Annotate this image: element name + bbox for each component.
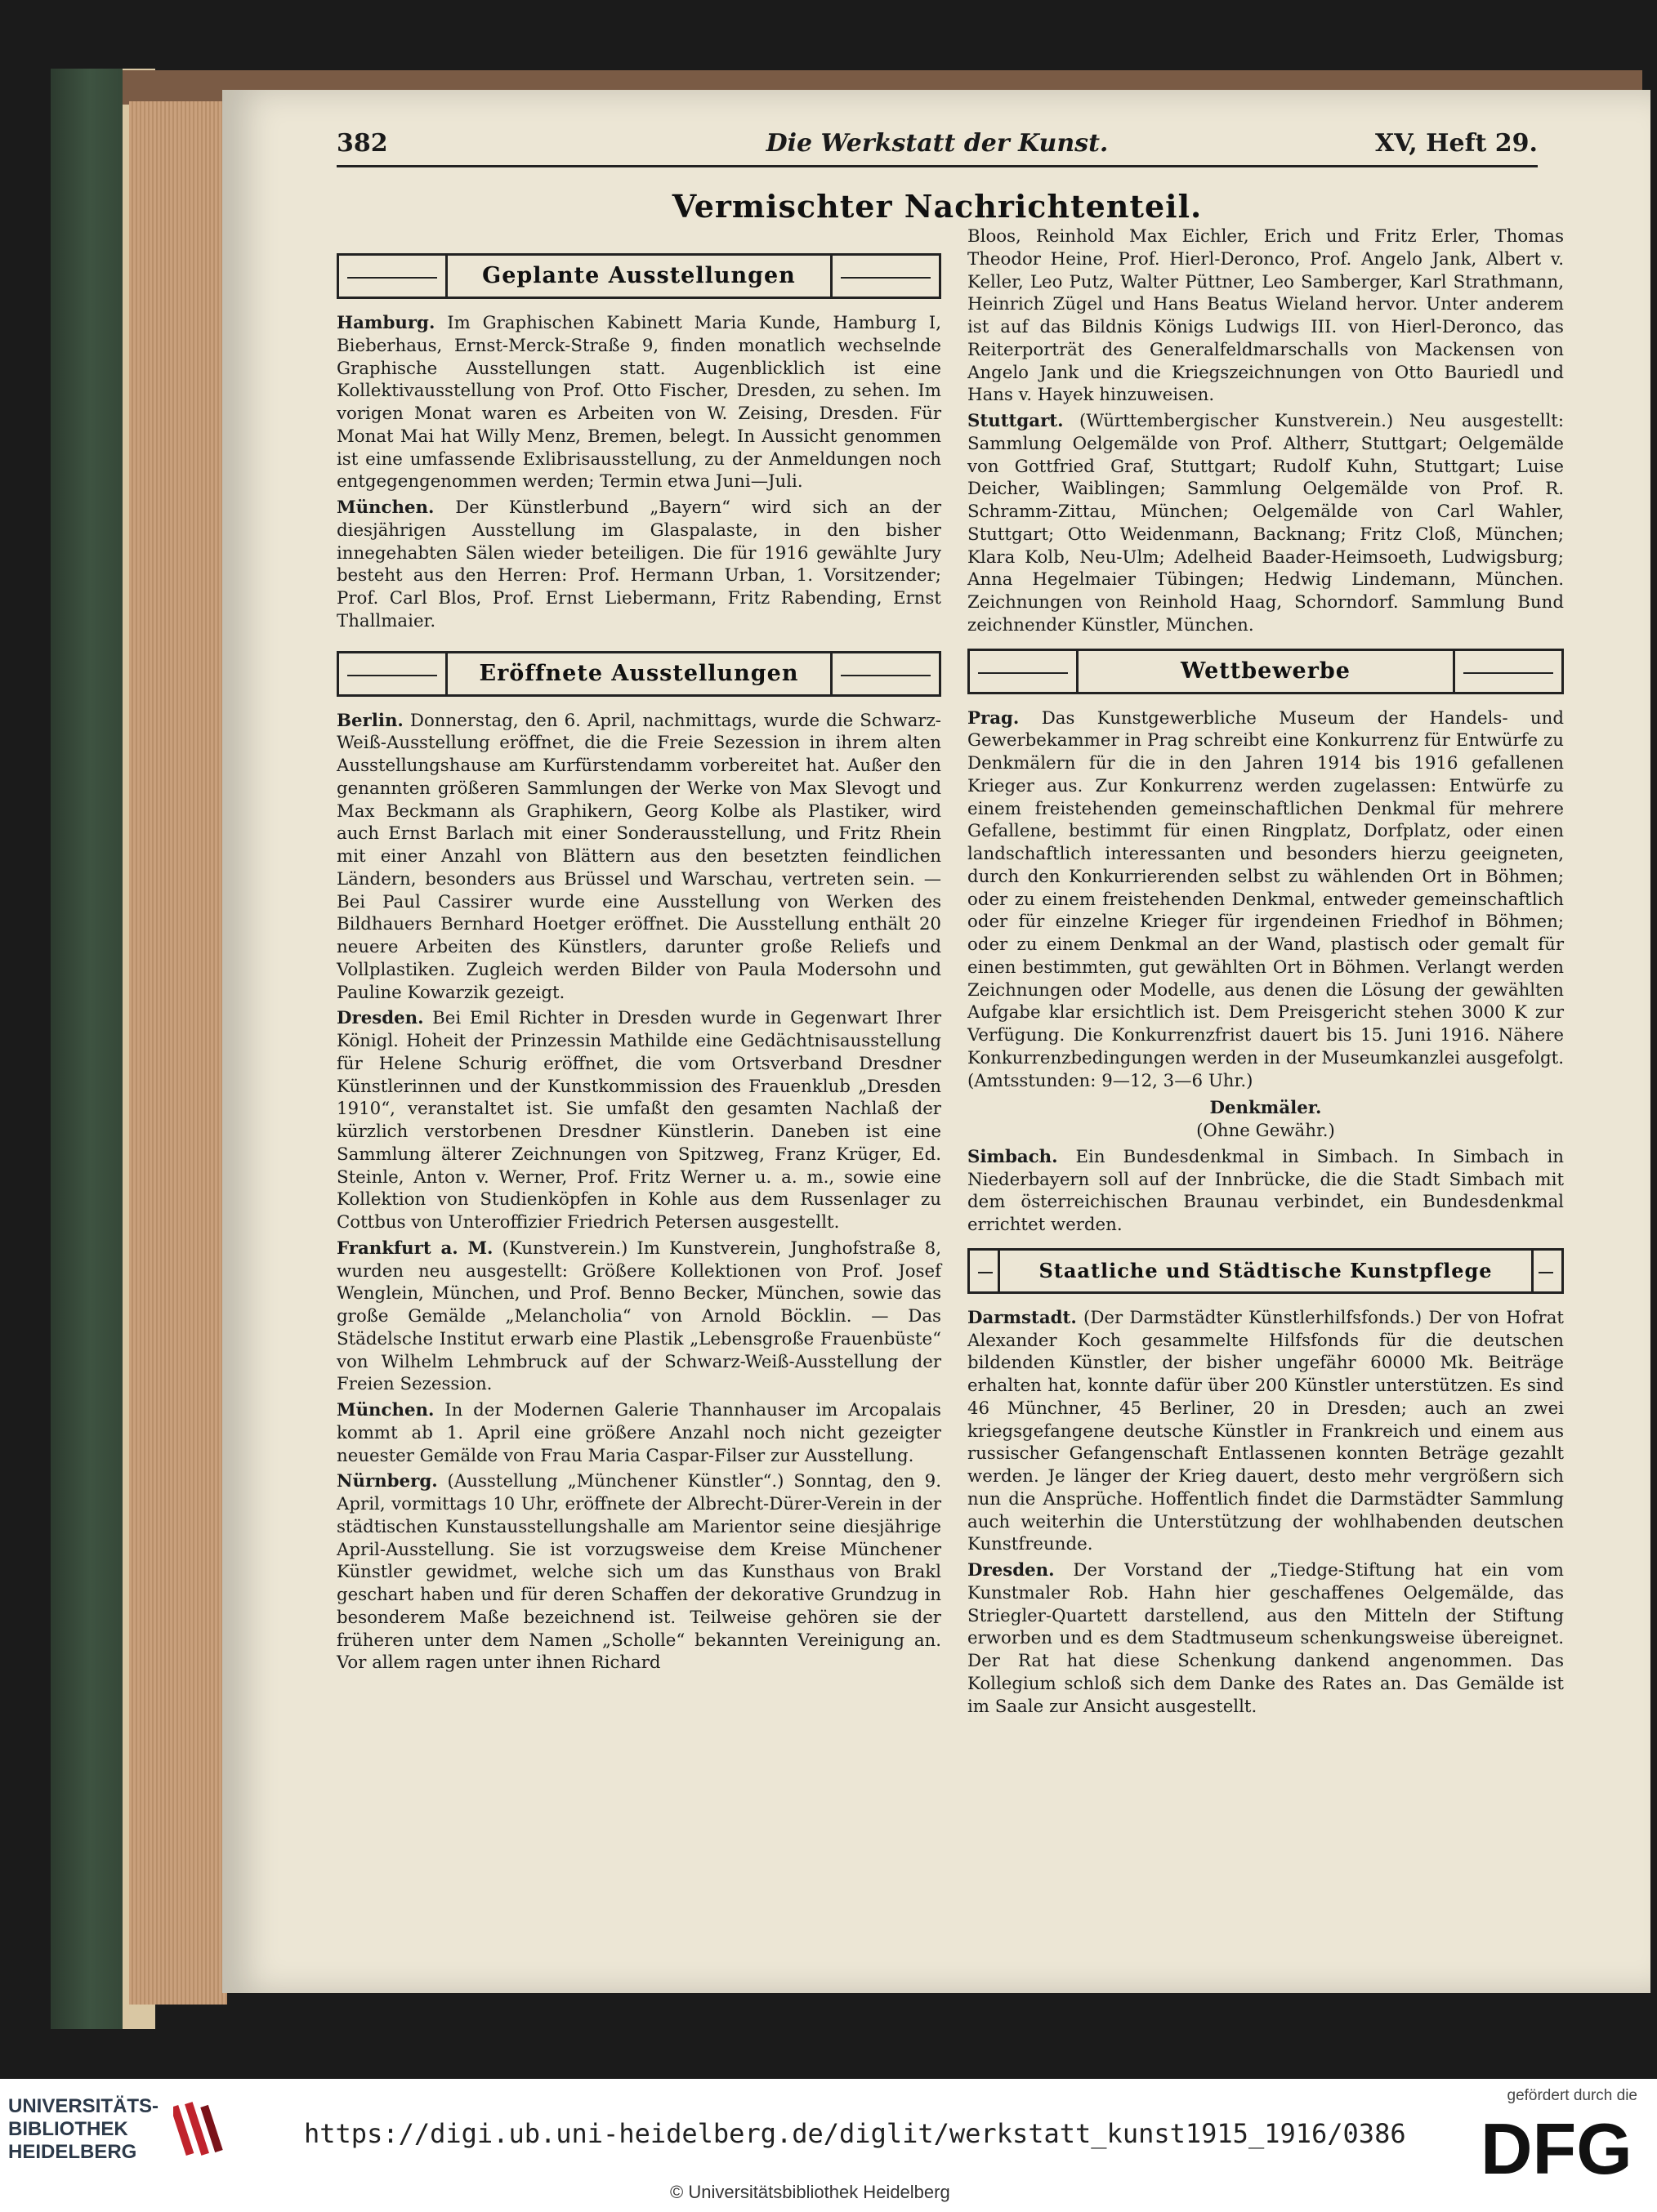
running-head [337, 123, 1538, 163]
entry-place: Dresden. [337, 1008, 424, 1029]
entry-text: Bei Emil Richter in Dresden wurde in Gegenwart Ihrer Königl. Hoheit der Prinzessin Mathilde eine Gedächtnisausstellung für Helene Schurig eröffnet, die vom Ortsverband Dresdner Künstlerinnen und der Kunstkommission des Frauenklub „Dresden 1910“, veranstaltet ist. Sie umfaßt den gesamten Nachlaß der kürzlich verstorbenen Dresdner Künstlerin. Daneben ist eine Sammlung älterer Zeichnungen von Spitzweg, Franz Krüger, Ed. Steinle, Anton v. Werner, Prof. Fritz Werner u. a. m., sowie eine Kollektion von Studienköpfen in Kohle aus dem Russenlager zu Cottbus von Unteroffizier Friedrich Petersen ausgestellt. [337, 1008, 941, 1233]
section-heading-text: Staatliche und Städtische Kunstpflege [1038, 1258, 1493, 1282]
left-column [337, 245, 941, 1678]
page-paper [222, 90, 1650, 1993]
issue-number: XV, Heft 29. [1374, 129, 1538, 158]
news-entry [967, 707, 1564, 1093]
news-entry [967, 1307, 1564, 1556]
news-entry [967, 410, 1564, 637]
library-name-line: UNIVERSITÄTS- [8, 2095, 159, 2117]
entry-place: Darmstadt. [967, 1307, 1077, 1328]
permalink-url[interactable]: https://digi.ub.uni-heidelberg.de/diglit/werkstatt_kunst1915_1916/0386 [304, 2118, 1406, 2149]
news-entry [337, 497, 941, 633]
journal-title: Die Werkstatt der Kunst. [766, 129, 1109, 158]
subheading-note: (Ohne Gewähr.) [1196, 1121, 1335, 1141]
section-heading [967, 649, 1564, 694]
entry-text: Ein Bundesdenkmal in Simbach. In Simbach in Niederbayern soll auf der Innbrücke, die die Stadt Simbach mit dem österreichischen Braunau verbindet, ein Bundesdenkmal errichtet werden. [967, 1146, 1564, 1235]
entry-text: Donnerstag, den 6. April, nachmittags, wurde die Schwarz-Weiß-Ausstellung eröffnet, die die Freie Sezession in ihrem alten Ausstellungshause am Kurfürstendamm vorbereitet hat. Außer den genannten größeren Sammlungen der Werke von Max Slevogt und Max Beckmann als Graphikern, Georg Kolbe als Plastiker, wird auch Ernst Barlach mit einer Sonderausstellung, und Fritz Rhein mit einer Anzahl von Blättern aus den besetzten feindlichen Ländern, besonders aus Brüssel und Warschau, vertreten sein. — Bei Paul Cassirer wurde eine Ausstellung von Werken des Bildhauers Bernhard Hoetger eröffnet. Die Ausstellung enthält 20 neuere Arbeiten des Künstlers, darunter große Reliefs und Vollplastiken. Zugleich werden Bilder von Paula Modersohn und Pauline Kowarzik gezeigt. [337, 710, 941, 1003]
news-entry [337, 710, 941, 1005]
section-heading [967, 1248, 1564, 1294]
library-logo-text [8, 2095, 159, 2164]
entry-place: Hamburg. [337, 313, 435, 333]
entry-place: Stuttgart. [967, 411, 1064, 431]
news-entry [967, 1559, 1564, 1718]
digital-library-footer [0, 2079, 1657, 2212]
news-entry [337, 312, 941, 493]
entry-place: München. [337, 497, 435, 518]
section-heading-text: Geplante Ausstellungen [482, 263, 796, 289]
section-heading-text: Wettbewerbe [1180, 658, 1351, 684]
news-entry [337, 1007, 941, 1234]
entry-text: In der Modernen Galerie Thannhauser im Arcopalais kommt ab 1. April eine größere Anzahl noch nicht gezeigter neuester Gemälde von Frau Maria Caspar-Filser zur Ausstellung. [337, 1400, 941, 1466]
entry-place: Nürnberg. [337, 1471, 438, 1492]
dfg-logo [1481, 2110, 1636, 2183]
entry-place: Prag. [967, 707, 1020, 729]
copyright-notice: © Universitätsbibliothek Heidelberg [670, 2182, 950, 2202]
entry-text: Das Kunstgewerbliche Museum der Handels- und Gewerbekammer in Prag schreibt eine Konkurrenz für Entwürfe zu Denkmälern für die in den Jahren 1914 bis 1916 gefallenen Krieger aus. Zur Konkurrenz werden zugelassen: Entwürfe zu einem freistehenden gemeinschaftlichen Denkmal für mehrere Gefallene, bestimmt für einen Ringplatz, Dorfplatz, oder einen landschaftlich interessanten und besonders hierzu geeigneten, durch den Konkurrierenden selbst zu wählenden Ort in Böhmen; oder zu einem freistehenden Denkmal, entweder gemeinschaftlich oder für einzelne Krieger für irgendeinen Friedhof in Böhmen; oder zu einem Denkmal an der Wand, plastisch oder gemalt für einen bestimmten, gut gewählten Ort in Böhmen. Verlangt werden Zeichnungen oder Modelle, aus denen die Lösung der gewählten Aufgabe klar ersichtlich ist. Dem Preisgericht stehen 3000 K zur Verfügung. Die Konkurrenzfrist dauert bis 15. Juni 1916. Nähere Konkurrenzbedingungen werden in der Museumkanzlei ausgefolgt. (Amtsstunden: 9—12, 3—6 Uhr.) [967, 707, 1564, 1091]
news-entry [337, 1238, 941, 1396]
page-edges [129, 101, 227, 2005]
header-rule [337, 165, 1538, 167]
entry-text: Der Vorstand der „Tiedge-Stiftung hat ein vom Kunstmaler Rob. Hahn hier geschaffenes Oelgemälde, das Striegler-Quartett darstellend, aus den Mitteln der Stiftung erworben und es dem Stadtmuseum schenkungsweise übereignet. Der Rat hat diese Schenkung dankend angenommen. Das Kollegium schloß sich dem Danke des Rates an. Das Gemälde ist im Saale zur Ansicht ausgestellt. [967, 1560, 1564, 1717]
page-number: 382 [337, 129, 388, 158]
funding-note: gefördert durch die [1507, 2087, 1637, 2104]
continued-text: Bloos, Reinhold Max Eichler, Erich und Fritz Erler, Thomas Theodor Heine, Prof. Hierl-Deronco, Prof. Angelo Jank, Albert v. Keller, Leo Putz, Walter Püttner, Leo Samberger, Karl Strathmann, Heinrich Zügel und Hans Beatus Wieland hervor. Unter anderem ist auf das Bildnis Königs Ludwigs III. von Hierl-Deronco, das Reiterporträt des Generalfeldmarschalls von Mackensen von Angelo Jank und die Kriegszeichnungen von Otto Bauriedl und Hans v. Hayek hinzuweisen. [967, 226, 1564, 406]
entry-text: (Württembergischer Kunstverein.) Neu ausgestellt: Sammlung Oelgemälde von Prof. Altherr, Stuttgart; Oelgemälde von Gottfried Graf, Stuttgart; Rudolf Kuhn, Stuttgart; Luise Deicher, Waiblingen; Sammlung Oelgemälde von Prof. R. Schramm-Zittau, München; Oelgemälde von Carl Wahler, Stuttgart; Otto Weidenmann, Backnang; Fritz Cloß, München; Klara Kolb, Neu-Ulm; Adelheid Baader-Heimsoeth, Ludwigsburg; Anna Hegelmaier Tübingen; Hedwig Lindemann, München. Zeichnungen von Reinhold Haag, Schorndorf. Sammlung Bund zeichnender Künstler, München. [967, 411, 1564, 636]
news-entry [337, 1399, 941, 1467]
entry-place: Dresden. [967, 1560, 1055, 1581]
entry-text: Der Künstlerbund „Bayern“ wird sich an der diesjährigen Ausstellung im Glaspalaste, in den bisher innegehabten Sälen wieder beteiligen. Die für 1916 gewählte Jury besteht aus den Herren: Prof. Hermann Urban, 1. Vorsitzender; Prof. Carl Blos, Prof. Ernst Liebermann, Fritz Rabending, Ernst Thallmaier. [337, 497, 942, 631]
right-column [967, 225, 1564, 1721]
dfg-logo-text: DFG [1481, 2110, 1632, 2183]
entry-place: Frankfurt a. M. [337, 1238, 494, 1259]
library-logo-icon [173, 2094, 224, 2167]
entry-place: Berlin. [337, 710, 404, 731]
entry-place: Simbach. [967, 1146, 1058, 1167]
section-heading-text: Eröffnete Ausstellungen [479, 660, 799, 686]
entry-text: Im Graphischen Kabinett Maria Kunde, Hamburg I, Bieberhaus, Ernst-Merck-Straße 9, finden monatlich wechselnde Graphische Ausstellungen statt. Augenblicklich ist eine Kollektivausstellung von Prof. Otto Fischer, Dresden, zu sehen. Im vorigen Monat waren es Arbeiten von W. Zeising, Dresden. Für Monat Mai hat Willy Menz, Bremen, belegt. In Aussicht genommen ist eine umfassende Exlibrisausstellung, zu der Anmeldungen noch entgegengenommen werden; Termin etwa Juni—Juli. [337, 313, 941, 493]
library-name-line: HEIDELBERG [8, 2141, 137, 2163]
main-title: Vermischter Nachrichtenteil. [672, 188, 1203, 225]
news-entry [337, 1470, 941, 1675]
news-entry [967, 1146, 1564, 1237]
entry-text: (Der Darmstädter Künstlerhilfsfonds.) Der von Hofrat Alexander Koch gesammelte Hilfsfonds für die deutschen bildenden Künstler, der bisher ungefähr 60000 Mk. Beiträge erhalten hat, konnte dafür über 200 Künstler unterstützen. Es sind 46 Münchner, 45 Berliner, 20 in Dresden; auch an zwei kriegsgefangene deutsche Künstler in Frankreich und einem aus russischer Gefangenschaft Entlassenen konnten Beträge gezahlt werden. Je länger der Krieg dauert, desto mehr vergrößern sich nun die Ansprüche. Hoffentlich findet die Darmstädter Sammlung auch weiterhin die Unterstützung der wohlhabenden deutschen Kunstfreunde. [967, 1307, 1564, 1555]
subheading: Denkmäler. [1209, 1098, 1322, 1119]
entry-place: München. [337, 1400, 435, 1420]
library-name-line: BIBLIOTHEK [8, 2118, 128, 2140]
section-heading [337, 651, 941, 697]
entry-text: (Ausstellung „Münchener Künstler“.) Sonntag, den 9. April, vormittags 10 Uhr, eröffnete der Albrecht-Dürer-Verein in der städtischen Kunstausstellungshalle am Marientor seine diesjährige April-Ausstellung. Sie ist vorzugsweise dem Kreise Münchener Künstler gewidmet, welche sich um das Kunsthaus von Brakl geschart haben und für deren Schaffen der dekorative Grundzug in besonderem Maße bezeichnend ist. Teilweise gehören sie der früheren unter dem Namen „Scholle“ bekannten Vereinigung an. Vor allem ragen unter ihnen Richard [337, 1471, 941, 1674]
entry-text: (Kunstverein.) Im Kunstverein, Junghofstraße 8, wurden neu ausgestellt: Größere Kollektionen von Prof. Josef Wenglein, München, und Prof. Benno Becker, München, sowie das große Gemälde „Melancholia“ von Arnold Böcklin. — Das Städelsche Institut erwarb eine Plastik „Lebensgroße Frauenbüste“ von Wilhelm Lehmbruck auf der Schwarz-Weiß-Ausstellung der Freien Sezession. [337, 1238, 941, 1395]
section-heading [337, 253, 941, 299]
